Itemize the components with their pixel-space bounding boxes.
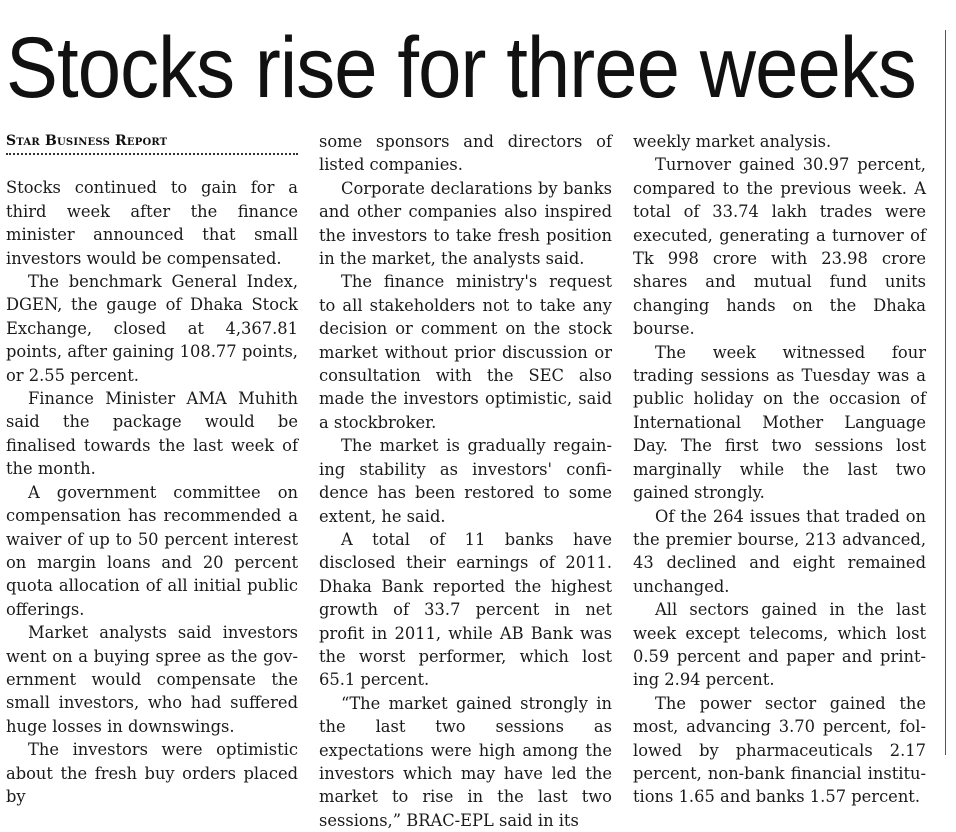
paragraph: The week witnessed four trading sessions as Tuesday was a public holiday on the occasion of International Mother Language Day. The first two sessions lost marginally while the last two gained strongly.	[633, 342, 926, 503]
article-column-2	[319, 130, 612, 832]
paragraph: Finance Minister AMA Muhith said the package would be finalised towards the last week of the month.	[6, 389, 298, 479]
paragraph: “The market gained strongly in the last two sessions as expectations were high among the investors which may have led the market to rise in the last two sessions,” BRAC-EPL said in its	[319, 693, 612, 830]
paragraph: Corporate declarations by banks and other companies also inspired the investors to take fresh position in the market, the analysts said.	[319, 178, 612, 269]
byline-dotted-rule	[6, 143, 298, 155]
paragraph: The market is gradually regaining stability as investors' confidence has been restored to some extent, he said.	[319, 436, 612, 526]
article-column-1	[6, 130, 298, 808]
paragraph: Turnover gained 30.97 percent, compared to the previous week. A total of 33.74 lakh trades were executed, generating a turnover of Tk 998 crore with 23.98 crore shares and mutual fund units changing hands on the Dhaka bourse.	[633, 155, 926, 339]
paragraph: All sectors gained in the last week except telecoms, which lost 0.59 percent and paper and printing 2.94 percent.	[633, 600, 926, 690]
paragraph: The benchmark General Index, DGEN, the gauge of Dhaka Stock Exchange, closed at 4,367.81 points, after gaining 108.77 points, or 2.55 percent.	[6, 272, 298, 385]
byline: Star Business Report	[6, 133, 168, 149]
article-column-3	[633, 130, 926, 809]
paragraph: weekly market analysis.	[633, 132, 832, 151]
paragraph: some sponsors and directors of listed companies.	[319, 132, 612, 175]
paragraph: The power sector gained the most, advancing 3.70 percent, followed by pharmaceuticals 2.17 percent, non-bank financial institutions 1.65 and banks 1.57 percent.	[633, 693, 926, 807]
headline: Stocks rise for three weeks	[6, 20, 916, 116]
paragraph: The finance ministry's request to all stakeholders not to take any decision or comment on the stock market without prior discussion or consultation with the SEC also made the investors optimistic, said a stockbroker.	[319, 272, 612, 432]
paragraph: Market analysts said investors went on a buying spree as the government would compensate the small investors, who had suffered huge losses in downswings.	[6, 623, 298, 736]
paragraph: A total of 11 banks have disclosed their earnings of 2011. Dhaka Bank reported the highest growth of 33.7 percent in net profit in 2011, while AB Bank was the worst performer, which lost 65.1 percent.	[319, 529, 612, 690]
paragraph: The investors were optimistic about the fresh buy orders placed by	[6, 740, 298, 806]
column-edge-rule	[945, 30, 946, 755]
paragraph: A government committee on compensation has recommended a waiver of up to 50 percent interest on margin loans and 20 percent quota allocation of all initial public offerings.	[6, 482, 298, 619]
paragraph: Stocks continued to gain for a third week after the finance minister announced that small investors would be compensated.	[6, 178, 298, 268]
paragraph: Of the 264 issues that traded on the premier bourse, 213 advanced, 43 declined and eight remained unchanged.	[633, 506, 926, 596]
